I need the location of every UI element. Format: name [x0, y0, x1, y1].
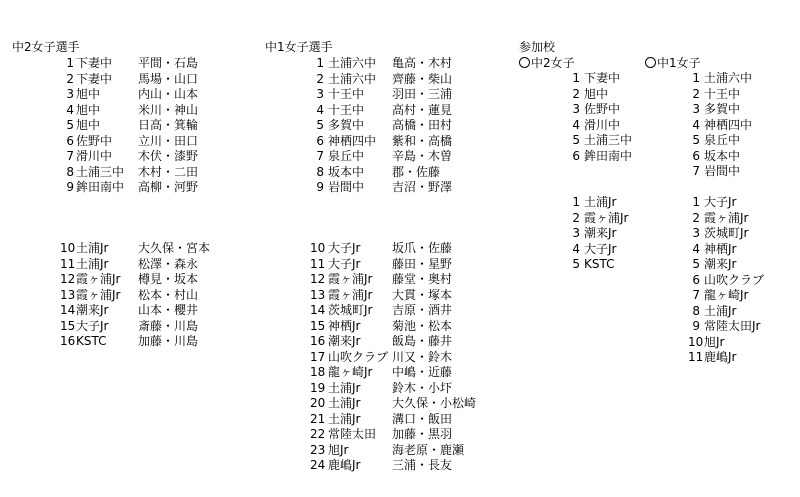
player-number: 17	[310, 349, 326, 364]
participant-school: KSTC	[584, 257, 615, 271]
participant-school: 潮来Jr	[584, 226, 617, 240]
circle-icon	[645, 57, 656, 68]
player-names: 坂爪・佐藤	[392, 241, 453, 255]
participant-number: 3	[572, 102, 580, 116]
participants-g2-label	[519, 56, 575, 72]
participant-school: 神栖Jr	[704, 241, 737, 256]
participants-g1-label-text: 中1女子	[657, 56, 701, 70]
player-school: 下妻中	[76, 71, 113, 86]
player-number: 5	[316, 118, 324, 132]
player-names: 海老原・鹿瀬	[392, 442, 465, 457]
participant-number: 7	[692, 288, 700, 302]
player-number: 13	[310, 287, 326, 302]
player-number: 4	[66, 102, 74, 117]
participant-number: 1	[692, 71, 700, 85]
player-school: 旭Jr	[328, 442, 349, 457]
participants-g1-label	[645, 56, 701, 72]
participant-number: 4	[572, 241, 580, 256]
participant-school: 鹿嶋Jr	[704, 350, 737, 364]
participant-school: 土浦Jr	[584, 195, 617, 209]
player-number: 9	[66, 180, 74, 194]
player-names: 高柳・河野	[138, 180, 199, 194]
player-school: 下妻中	[76, 56, 113, 70]
player-school: 多賀中	[328, 118, 365, 132]
player-school: 潮来Jr	[76, 303, 109, 317]
player-school: 土浦Jr	[328, 396, 361, 410]
g2-players-title: 中2女子選手	[12, 40, 80, 54]
player-school: 神栖四中	[328, 133, 377, 148]
participant-school: 旭Jr	[704, 334, 725, 349]
player-names: 大貫・塚本	[392, 287, 453, 302]
player-number: 14	[310, 303, 326, 317]
participant-number: 1	[692, 195, 700, 209]
player-school: 大子Jr	[328, 256, 361, 271]
player-school: 霞ヶ浦Jr	[76, 287, 121, 302]
player-number: 23	[310, 442, 326, 457]
player-names: 高橋・田村	[392, 118, 453, 132]
participant-school: 山吹クラブ	[704, 272, 765, 287]
participant-school: 龍ヶ崎Jr	[704, 288, 749, 302]
player-number: 1	[66, 56, 74, 70]
player-school: 旭中	[76, 118, 101, 132]
participant-school: 十王中	[704, 86, 741, 101]
participant-number: 3	[692, 226, 700, 240]
player-names: 大久保・小松崎	[392, 396, 477, 410]
circle-icon	[519, 57, 530, 68]
participant-number: 2	[692, 86, 700, 101]
player-names: 立川・田口	[138, 133, 199, 148]
participant-number: 10	[688, 334, 704, 349]
player-names: 齊藤・柴山	[392, 71, 453, 86]
participant-school: 岩間中	[704, 164, 741, 178]
player-number: 16	[310, 334, 326, 348]
g1-players-title: 中1女子選手	[265, 40, 333, 54]
player-number: 20	[310, 396, 326, 410]
participant-number: 4	[692, 241, 700, 256]
participant-number: 4	[572, 117, 580, 132]
player-names: 郡・佐藤	[392, 164, 441, 179]
player-school: 泉丘中	[328, 149, 365, 163]
player-number: 2	[316, 71, 324, 86]
participant-school: 滑川中	[584, 117, 621, 132]
player-school: 霞ヶ浦Jr	[328, 287, 373, 302]
player-names: 藤堂・奥村	[392, 272, 453, 286]
participant-number: 3	[572, 226, 580, 240]
participant-school: 潮来Jr	[704, 257, 737, 271]
participant-school: 旭中	[584, 86, 609, 101]
player-number: 6	[316, 133, 324, 148]
player-number: 11	[60, 256, 76, 271]
player-names: 斎藤・川島	[138, 318, 199, 333]
player-number: 8	[316, 164, 324, 179]
player-school: 岩間中	[328, 180, 365, 194]
player-school: 茨城町Jr	[328, 303, 373, 317]
participant-school: 霞ヶ浦Jr	[704, 210, 749, 225]
player-names: 松澤・森永	[138, 256, 199, 271]
player-names: 鈴木・小圷	[392, 380, 453, 395]
participant-number: 9	[692, 319, 700, 333]
player-number: 3	[66, 87, 74, 101]
player-school: 土浦三中	[76, 164, 125, 179]
player-school: 神栖Jr	[328, 318, 361, 333]
player-names: 馬場・山口	[138, 71, 199, 86]
participant-number: 5	[572, 133, 580, 147]
participant-school: 鉾田南中	[584, 148, 633, 163]
participant-number: 2	[572, 86, 580, 101]
participant-number: 4	[692, 117, 700, 132]
participant-school: 土浦三中	[584, 133, 633, 147]
player-number: 15	[60, 318, 76, 333]
player-names: 亀高・木村	[392, 56, 453, 70]
player-names: 米川・神山	[138, 102, 199, 117]
player-names: 高村・蓮見	[392, 102, 453, 117]
participant-number: 1	[572, 71, 580, 85]
player-school: 霞ヶ浦Jr	[328, 272, 373, 286]
player-school: 土浦六中	[328, 71, 377, 86]
player-school: 佐野中	[76, 133, 113, 148]
player-names: 内山・山本	[138, 87, 199, 101]
participant-school: 佐野中	[584, 102, 621, 116]
participant-school: 多賀中	[704, 102, 741, 116]
player-school: 坂本中	[328, 164, 365, 179]
participant-school: 大子Jr	[704, 195, 737, 209]
player-school: 土浦Jr	[328, 380, 361, 395]
player-school: 潮来Jr	[328, 334, 361, 348]
player-names: 山本・櫻井	[138, 303, 199, 317]
player-number: 12	[60, 272, 76, 286]
participant-school: 坂本中	[704, 148, 741, 163]
player-school: 滑川中	[76, 149, 113, 163]
player-school: 龍ヶ崎Jr	[328, 365, 373, 379]
participant-school: 大子Jr	[584, 241, 617, 256]
participant-school: 常陸太田Jr	[704, 319, 761, 333]
player-number: 19	[310, 380, 326, 395]
player-school: 旭中	[76, 102, 101, 117]
participant-number: 5	[572, 257, 580, 271]
player-number: 13	[60, 287, 76, 302]
player-school: 十王中	[328, 102, 365, 117]
player-school: 土浦六中	[328, 56, 377, 70]
participant-school: 神栖四中	[704, 117, 753, 132]
player-names: 吉原・酒井	[392, 303, 453, 317]
player-school: 常陸太田	[328, 427, 377, 441]
participant-number: 5	[692, 133, 700, 147]
player-school: 鹿嶋Jr	[328, 458, 361, 472]
player-number: 6	[66, 133, 74, 148]
player-names: 飯島・藤井	[392, 334, 453, 348]
player-names: 吉沼・野澤	[392, 180, 453, 194]
player-number: 18	[310, 365, 326, 379]
participant-school: 土浦Jr	[704, 303, 737, 318]
player-number: 7	[66, 149, 74, 163]
player-names: 三浦・長友	[392, 458, 453, 472]
player-names: 木伏・漆野	[138, 149, 199, 163]
player-names: 中嶋・近藤	[392, 365, 453, 379]
player-school: 鉾田南中	[76, 180, 125, 194]
player-number: 4	[316, 102, 324, 117]
player-names: 木村・二田	[138, 164, 199, 179]
participant-number: 1	[572, 195, 580, 209]
player-number: 21	[310, 411, 326, 426]
participant-school: 茨城町Jr	[704, 226, 749, 240]
player-names: 溝口・飯田	[392, 411, 453, 426]
player-names: 日高・箕輪	[138, 118, 199, 132]
participant-number: 3	[692, 102, 700, 116]
player-school: 霞ヶ浦Jr	[76, 272, 121, 286]
player-number: 16	[60, 334, 76, 348]
player-names: 樽見・坂本	[138, 272, 199, 286]
player-names: 加藤・黒羽	[392, 427, 453, 441]
player-names: 大久保・宮本	[138, 241, 211, 255]
participant-number: 11	[688, 350, 704, 364]
participants-g2-label-text: 中2女子	[531, 56, 575, 70]
player-school: KSTC	[76, 334, 107, 348]
player-number: 9	[316, 180, 324, 194]
participant-number: 6	[572, 148, 580, 163]
participants-title: 参加校	[519, 40, 556, 54]
participant-number: 6	[692, 272, 700, 287]
player-number: 22	[310, 427, 326, 441]
player-school: 土浦Jr	[76, 256, 109, 271]
player-number: 1	[316, 56, 324, 70]
player-number: 10	[60, 241, 76, 255]
player-number: 2	[66, 71, 74, 86]
player-names: 藤田・星野	[392, 256, 453, 271]
player-number: 24	[310, 458, 326, 472]
player-number: 7	[316, 149, 324, 163]
player-number: 3	[316, 87, 324, 101]
player-number: 8	[66, 164, 74, 179]
player-number: 10	[310, 241, 326, 255]
player-names: 加藤・川島	[138, 334, 199, 348]
player-number: 12	[310, 272, 326, 286]
participant-school: 霞ヶ浦Jr	[584, 210, 629, 225]
player-names: 紫和・高橋	[392, 133, 453, 148]
participant-number: 2	[692, 210, 700, 225]
participant-number: 8	[692, 303, 700, 318]
player-school: 大子Jr	[328, 241, 361, 255]
participant-number: 5	[692, 257, 700, 271]
player-names: 川又・鈴木	[392, 349, 453, 364]
player-school: 旭中	[76, 87, 101, 101]
player-names: 菊池・松本	[392, 318, 453, 333]
player-school: 大子Jr	[76, 318, 109, 333]
player-school: 山吹クラブ	[328, 349, 389, 364]
player-number: 14	[60, 303, 76, 317]
player-school: 土浦Jr	[76, 241, 109, 255]
player-names: 平間・石島	[138, 56, 199, 70]
player-number: 5	[66, 118, 74, 132]
player-names: 羽田・三浦	[392, 87, 453, 101]
player-number: 11	[310, 256, 326, 271]
participant-school: 泉丘中	[704, 133, 741, 147]
player-number: 15	[310, 318, 326, 333]
participant-number: 7	[692, 164, 700, 178]
player-school: 十王中	[328, 87, 365, 101]
player-school: 土浦Jr	[328, 411, 361, 426]
player-names: 松本・村山	[138, 287, 199, 302]
participant-number: 6	[692, 148, 700, 163]
player-names: 辛島・木曽	[392, 149, 453, 163]
participant-school: 土浦六中	[704, 71, 753, 85]
participant-number: 2	[572, 210, 580, 225]
participant-school: 下妻中	[584, 71, 621, 85]
